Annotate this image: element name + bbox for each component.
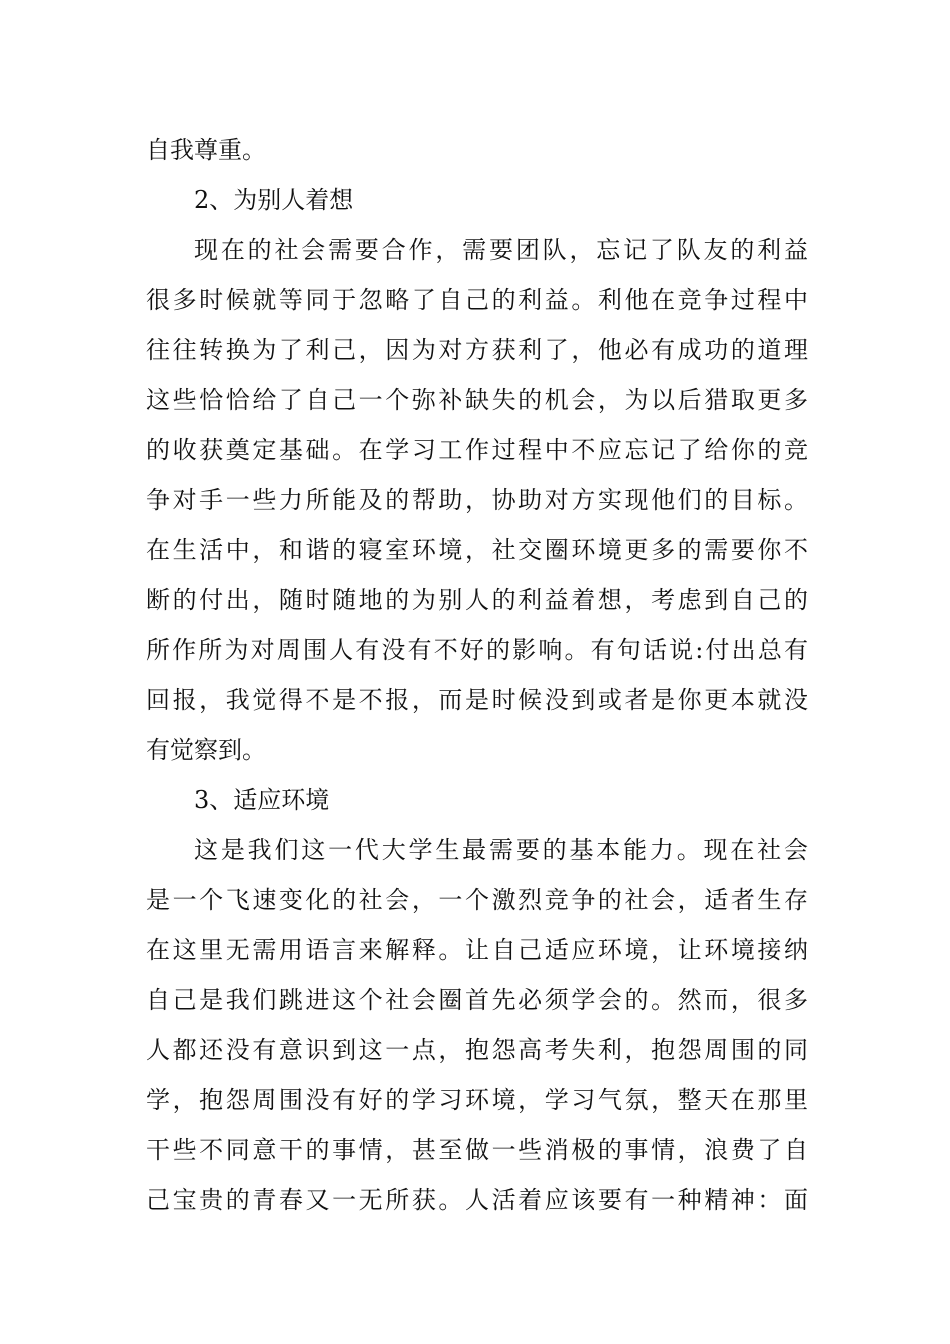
paragraph-line: 回报，我觉得不是不报，而是时候没到或者是你更本就没	[146, 686, 808, 714]
section-heading-3: 3、适应环境	[194, 786, 330, 814]
paragraph-line: 己宝贵的青春又一无所获。人活着应该要有一种精神：面	[146, 1186, 808, 1214]
paragraph-line: 现在的社会需要合作，需要团队，忘记了队友的利益	[194, 236, 808, 264]
paragraph-line: 所作所为对周围人有没有不好的影响。有句话说:付出总有	[146, 636, 808, 664]
paragraph-line: 在这里无需用语言来解释。让自己适应环境，让环境接纳	[146, 936, 808, 964]
paragraph-line: 人都还没有意识到这一点，抱怨高考失利，抱怨周围的同	[146, 1036, 808, 1064]
paragraph-line: 的收获奠定基础。在学习工作过程中不应忘记了给你的竞	[146, 436, 808, 464]
paragraph-line: 这些恰恰给了自己一个弥补缺失的机会，为以后猎取更多	[146, 386, 808, 414]
section-heading-2: 2、为别人着想	[194, 186, 354, 214]
paragraph-line: 自己是我们跳进这个社会圈首先必须学会的。然而，很多	[146, 986, 808, 1014]
paragraph-line: 这是我们这一代大学生最需要的基本能力。现在社会	[194, 836, 808, 864]
paragraph-line: 断的付出，随时随地的为别人的利益着想，考虑到自己的	[146, 586, 808, 614]
paragraph-line: 干些不同意干的事情，甚至做一些消极的事情，浪费了自	[146, 1136, 808, 1164]
paragraph-line: 往往转换为了利己，因为对方获利了，他必有成功的道理	[146, 336, 808, 364]
paragraph-line: 很多时候就等同于忽略了自己的利益。利他在竞争过程中	[146, 286, 808, 314]
paragraph-line: 自我尊重。	[146, 136, 266, 164]
paragraph-line: 是一个飞速变化的社会，一个激烈竞争的社会，适者生存	[146, 886, 808, 914]
paragraph-line: 有觉察到。	[146, 736, 266, 764]
document-body	[146, 125, 808, 1225]
paragraph-line: 在生活中，和谐的寝室环境，社交圈环境更多的需要你不	[146, 536, 808, 564]
paragraph-line: 争对手一些力所能及的帮助，协助对方实现他们的目标。	[146, 486, 808, 514]
paragraph-line: 学，抱怨周围没有好的学习环境，学习气氛，整天在那里	[146, 1086, 808, 1114]
